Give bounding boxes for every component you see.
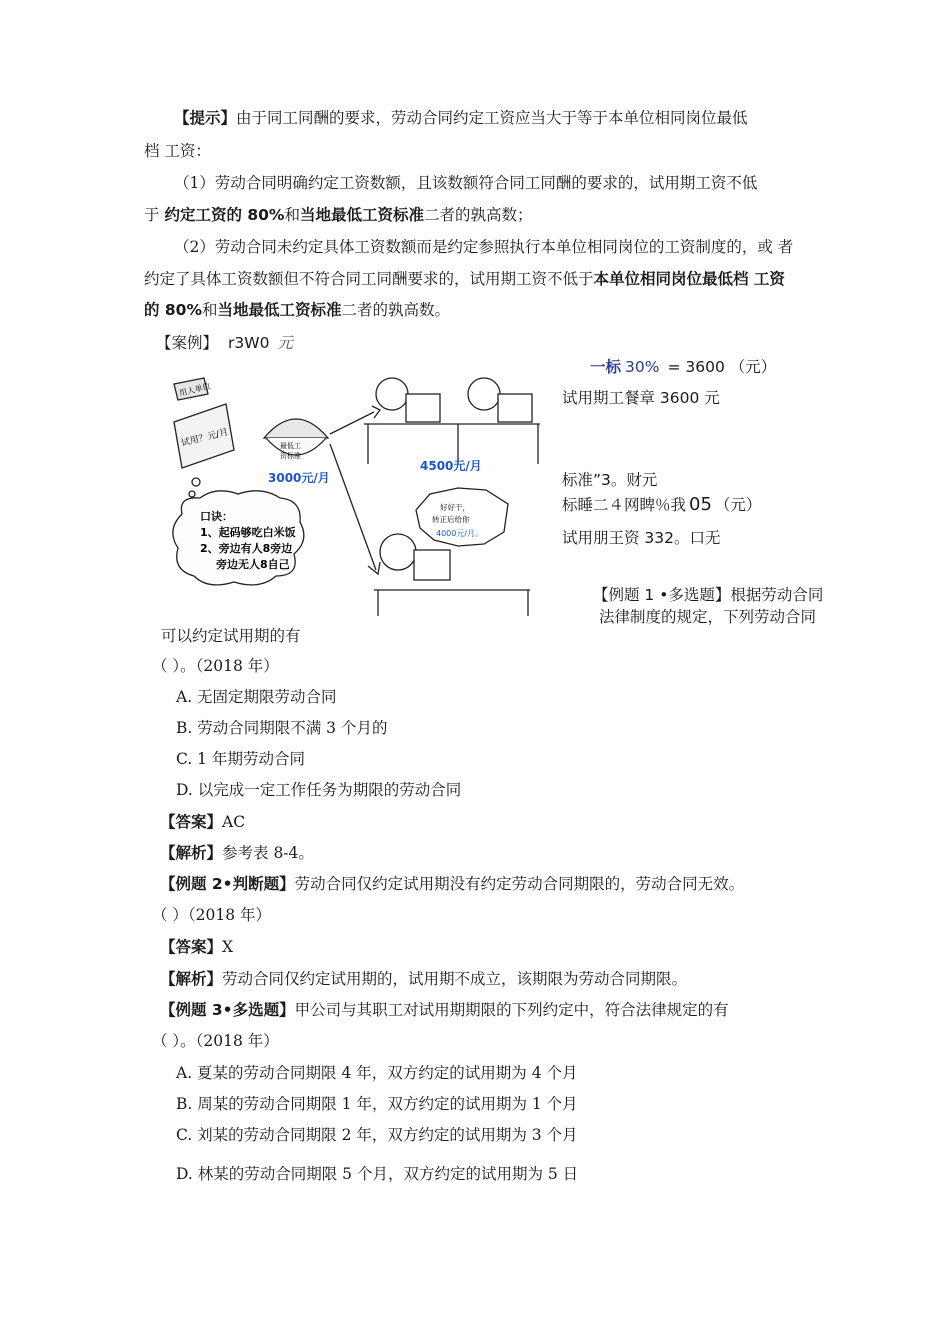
case-illustration xyxy=(168,364,540,618)
q3-paren: （ ）。（2018 年） xyxy=(152,1032,279,1050)
bottom-desk xyxy=(374,590,530,616)
rice-bowl xyxy=(264,419,328,438)
case-line: 【案例】 r3W0 元 xyxy=(156,334,293,352)
hint-p1-line-2: 于 约定工资的 80%和当地最低工资标准二者的孰高数； xyxy=(144,206,533,224)
q1-answer: 【答案】AC xyxy=(160,813,246,831)
q3-option-c: C. 刘某的劳动合同期限 2 年，双方约定的试用期为 3 个月 xyxy=(176,1126,578,1144)
hint-line-2: 档 工资： xyxy=(144,142,211,160)
top-salary: 4500元/月 xyxy=(420,459,482,473)
note-title: 用人单位 xyxy=(178,381,212,398)
cloud-line-1: 口诀： xyxy=(200,510,233,523)
top-desk xyxy=(364,424,540,464)
case-calc-2: 试用期工餐章 3600 元 xyxy=(562,389,720,407)
q3-option-a: A. 夏某的劳动合同期限 4 年，双方约定的试用期为 4 个月 xyxy=(176,1064,578,1082)
hint-p2-line-1: （2）劳动合同未约定具体工资数额而是约定参照执行本单位相同岗位的工资制度的，或 者 xyxy=(174,238,794,256)
q2-stem: 【例题 2•判断题】劳动合同仅约定试用期没有约定劳动合同期限的，劳动合同无效。 xyxy=(160,875,745,893)
q1-stem-line-1: 【例题 1 •多选题】根据劳动合同 xyxy=(593,586,824,604)
q1-analysis: 【解析】参考表 8-4。 xyxy=(160,844,314,862)
bubble-line-1: 好好干， xyxy=(440,503,470,512)
monitor xyxy=(406,394,440,422)
q1-option-b: B. 劳动合同期限不满 3 个月的 xyxy=(176,719,388,737)
q1-option-c: C. 1 年期劳动合同 xyxy=(176,750,305,768)
cloud-line-4: 旁边无人8自己 xyxy=(216,558,290,571)
case-calc-5: 试用朋王资 332。口无 xyxy=(562,529,721,547)
q2-answer: 【答案】X xyxy=(160,938,234,956)
q2-paren: （ ）（2018 年） xyxy=(152,906,272,924)
case-calc-3: 标准”3。财元 xyxy=(562,471,658,489)
bubble-line-2: 转正后给你 xyxy=(432,515,470,524)
hint-line-1: 【提示】由于同工同酬的要求，劳动合同约定工资应当大于等于本单位相同岗位最低 xyxy=(174,109,748,127)
q3-option-b: B. 周某的劳动合同期限 1 年，双方约定的试用期为 1 个月 xyxy=(176,1095,578,1113)
q1-option-d: D. 以完成一定工作任务为期限的劳动合同 xyxy=(176,781,462,799)
bowl-label-1: 最低工 xyxy=(280,442,301,450)
q3-stem: 【例题 3•多选题】甲公司与其职工对试用期期限的下列约定中，符合法律规定的有 xyxy=(160,1001,729,1019)
q1-stem-line-3: 可以约定试用期的有 xyxy=(161,627,301,645)
q2-analysis: 【解析】劳动合同仅约定试用期的，试用期不成立，该期限为劳动合同期限。 xyxy=(160,970,688,988)
q1-stem-line-2: 法律制度的规定，下列劳动合同 xyxy=(599,608,817,626)
bubble-line-3: 4000元/月。 xyxy=(436,529,484,538)
hint-p2-line-3: 的 80%和当地最低工资标准二者的孰高数。 xyxy=(144,301,451,319)
case-calc-4: 标睡二４网睥％我 05 （元） xyxy=(562,494,762,515)
hint-p2-line-2: 约定了具体工资数额但不符合同工同酬要求的，试用期工资不低于本单位相同岗位最低档 工资 xyxy=(144,270,785,288)
bowl-label-2: 资标准 xyxy=(280,452,301,460)
bowl-amount: 3000元/月 xyxy=(268,471,330,485)
hint-tag: 【提示】 xyxy=(174,109,237,127)
cloud-line-3: 2、旁边有人8旁边 xyxy=(200,542,293,555)
cloud-line-2: 1、起码够吃白米饭 xyxy=(200,526,296,539)
q1-paren: （ ）。（2018 年） xyxy=(152,657,279,675)
hint-p1-line-1: （1）劳动合同明确约定工资数额，且该数额符合同工同酬的要求的，试用期工资不低 xyxy=(174,174,758,192)
worker-head xyxy=(376,378,408,410)
q1-option-a: A. 无固定期限劳动合同 xyxy=(176,688,337,706)
case-calc-1: 一标 30% = 3600 （元） xyxy=(590,358,777,376)
note-text: 试用？元/月 xyxy=(180,427,230,449)
q3-option-d: D. 林某的劳动合同期限 5 个月，双方约定的试用期为 5 日 xyxy=(176,1165,579,1183)
